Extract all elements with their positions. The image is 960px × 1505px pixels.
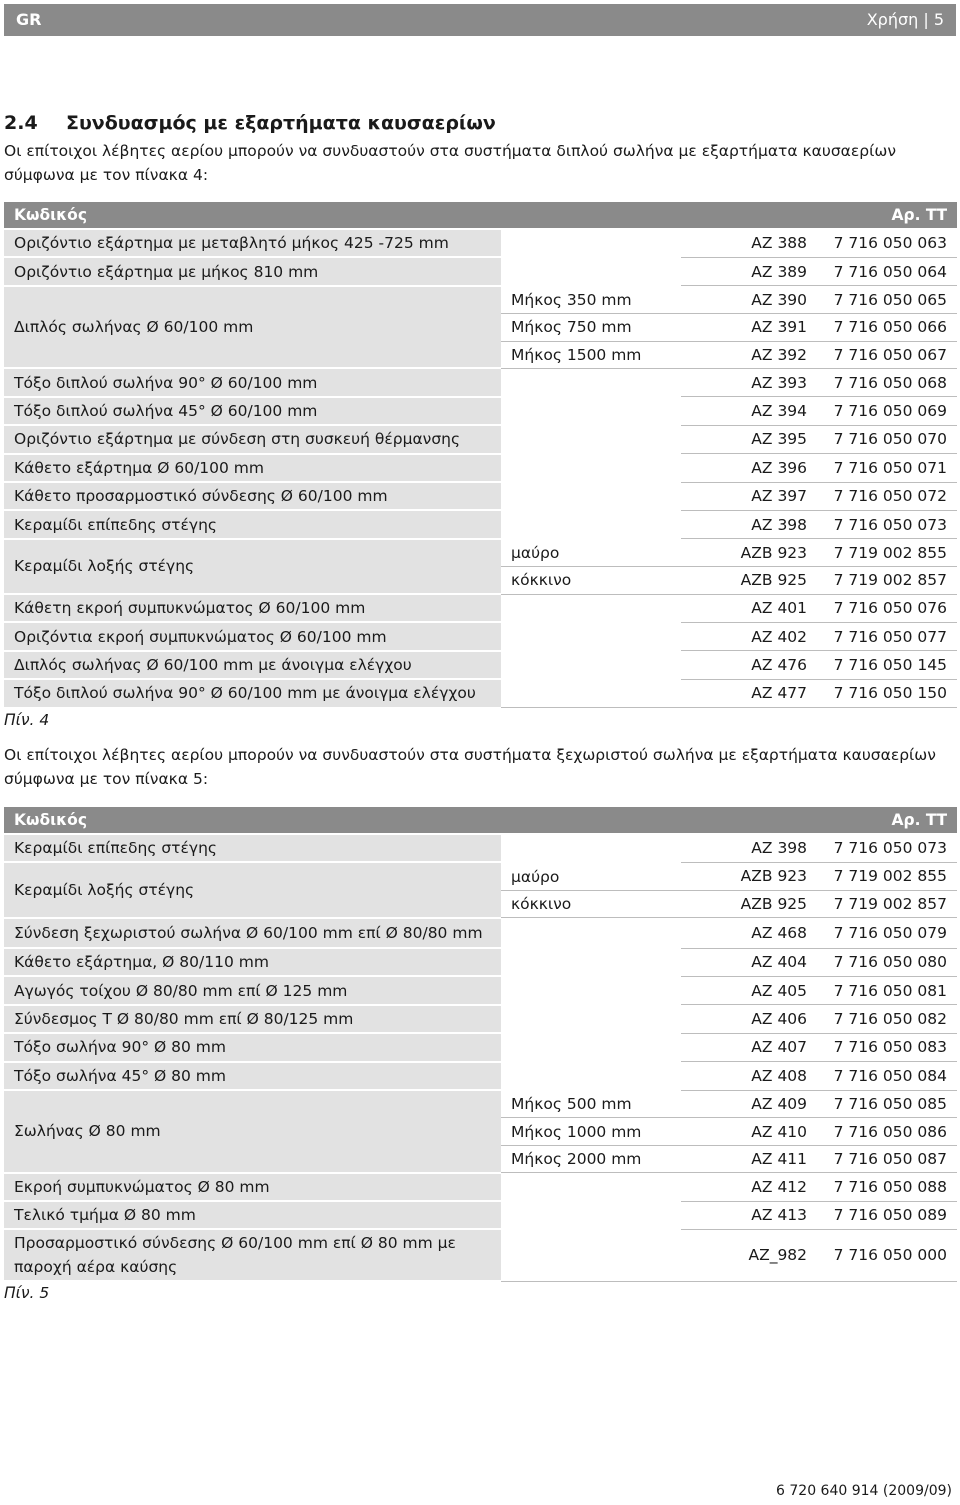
- part-description: Σύνδεση ξεχωριστού σωλήνα Ø 60/100 mm επί Ø 80/80 mm: [4, 918, 501, 948]
- table-5-caption: Πίν. 5: [4, 1284, 50, 1302]
- part-variant: [501, 1173, 681, 1201]
- table-row: [4, 948, 957, 976]
- intro-paragraph-2: [4, 743, 954, 791]
- part-description: Τελικό τμήμα Ø 80 mm: [4, 1201, 501, 1229]
- part-code: AZ 395: [681, 425, 817, 453]
- part-description: Εκροή συμπυκνώματος Ø 80 mm: [4, 1173, 501, 1201]
- part-code: AZ 412: [681, 1173, 817, 1201]
- part-variant: κόκκινο: [501, 567, 681, 594]
- part-description: Οριζόντιο εξάρτημα με σύνδεση στη συσκευή θέρμανσης: [4, 425, 501, 453]
- table-row: [4, 1005, 957, 1033]
- table-row: [4, 454, 957, 482]
- article-number: 7 716 050 086: [817, 1118, 957, 1145]
- article-number: 7 719 002 857: [817, 567, 957, 594]
- part-code: AZ 410: [681, 1118, 817, 1145]
- part-variant: Μήκος 500 mm: [501, 1090, 681, 1118]
- article-number: 7 716 050 077: [817, 622, 957, 650]
- table-row: [4, 1090, 957, 1118]
- article-number: 7 716 050 063: [817, 229, 957, 257]
- article-number: 7 716 050 088: [817, 1173, 957, 1201]
- article-number: 7 716 050 083: [817, 1033, 957, 1061]
- part-description: Κάθετο εξάρτημα Ø 60/100 mm: [4, 454, 501, 482]
- table-row: [4, 834, 957, 862]
- part-code: AZ 391: [681, 314, 817, 341]
- part-variant: κόκκινο: [501, 890, 681, 917]
- part-description: Προσαρμοστικό σύνδεσης Ø 60/100 mm επί Ø 80 mm με παροχή αέρα καύσης: [4, 1229, 501, 1281]
- part-code: AZ 408: [681, 1062, 817, 1090]
- part-variant: Μήκος 2000 mm: [501, 1145, 681, 1172]
- article-number: 7 716 050 065: [817, 286, 957, 314]
- table-row: [4, 539, 957, 567]
- part-variant: [501, 622, 681, 650]
- part-code: AZ 413: [681, 1201, 817, 1229]
- part-code: AZ 476: [681, 651, 817, 679]
- part-description: Οριζόντιο εξάρτημα με μεταβλητό μήκος 425 -725 mm: [4, 229, 501, 257]
- part-variant: μαύρο: [501, 862, 681, 890]
- part-variant: [501, 454, 681, 482]
- table-row: [4, 425, 957, 453]
- section-number: 2.4: [4, 112, 38, 134]
- article-number: 7 716 050 087: [817, 1145, 957, 1172]
- table-row: [4, 257, 957, 285]
- part-description: Τόξο διπλού σωλήνα 90° Ø 60/100 mm με άνοιγμα ελέγχου: [4, 679, 501, 707]
- part-code: AZ 402: [681, 622, 817, 650]
- article-number: 7 716 050 000: [817, 1229, 957, 1281]
- intro-paragraph-2-line-2: σύμφωνα με τον πίνακα 5:: [4, 770, 209, 788]
- column-header-code: Κωδικός: [4, 807, 817, 834]
- article-number: 7 716 050 084: [817, 1062, 957, 1090]
- part-variant: [501, 482, 681, 510]
- part-description: Τόξο διπλού σωλήνα 45° Ø 60/100 mm: [4, 397, 501, 425]
- part-variant: [501, 594, 681, 622]
- intro-paragraph-1-line-1: Οι επίτοιχοι λέβητες αερίου μπορούν να συνδυαστούν στα συστήματα διπλού σωλήνα με εξαρτήματα καυσαερίων: [4, 142, 896, 160]
- article-number: 7 716 050 079: [817, 918, 957, 948]
- column-header-code: Κωδικός: [4, 202, 817, 229]
- part-code: AZ 390: [681, 286, 817, 314]
- part-code: AZ 389: [681, 257, 817, 285]
- part-variant: [501, 397, 681, 425]
- table-row: [4, 229, 957, 257]
- section-title: Συνδυασμός με εξαρτήματα καυσαερίων: [66, 112, 496, 134]
- part-code: AZ 401: [681, 594, 817, 622]
- part-variant: [501, 257, 681, 285]
- part-description: Τόξο σωλήνα 90° Ø 80 mm: [4, 1033, 501, 1061]
- page-indicator: Χρήση | 5: [866, 10, 944, 29]
- part-description: Κάθετο προσαρμοστικό σύνδεσης Ø 60/100 mm: [4, 482, 501, 510]
- language-label: GR: [16, 10, 42, 29]
- table-4-caption: Πίν. 4: [4, 711, 50, 729]
- article-number: 7 716 050 066: [817, 314, 957, 341]
- part-variant: Μήκος 750 mm: [501, 314, 681, 341]
- part-description: Κεραμίδι επίπεδης στέγης: [4, 834, 501, 862]
- table-row: [4, 368, 957, 396]
- part-variant: [501, 1033, 681, 1061]
- flue-accessories-table-5: [4, 807, 957, 1282]
- table-header-row: [4, 202, 957, 229]
- part-code: AZB 923: [681, 539, 817, 567]
- table-header-row: [4, 807, 957, 834]
- table-row: [4, 1062, 957, 1090]
- part-variant: [501, 651, 681, 679]
- article-number: 7 716 050 072: [817, 482, 957, 510]
- column-header-article-number: Αρ. ΤΤ: [817, 807, 957, 834]
- part-description: Διπλός σωλήνας Ø 60/100 mm: [4, 286, 501, 369]
- part-description: Κεραμίδι επίπεδης στέγης: [4, 510, 501, 538]
- part-code: AZ 411: [681, 1145, 817, 1172]
- article-number: 7 716 050 068: [817, 368, 957, 396]
- table-row: [4, 482, 957, 510]
- part-variant: [501, 510, 681, 538]
- part-description: Τόξο σωλήνα 45° Ø 80 mm: [4, 1062, 501, 1090]
- part-description: Κάθετη εκροή συμπυκνώματος Ø 60/100 mm: [4, 594, 501, 622]
- part-variant: [501, 1005, 681, 1033]
- part-description: Σύνδεσμος Τ Ø 80/80 mm επί Ø 80/125 mm: [4, 1005, 501, 1033]
- table-row: [4, 918, 957, 948]
- table-row: [4, 1173, 957, 1201]
- article-number: 7 716 050 067: [817, 341, 957, 368]
- table-row: [4, 1033, 957, 1061]
- part-description: Κεραμίδι λοξής στέγης: [4, 539, 501, 594]
- part-variant: Μήκος 1500 mm: [501, 341, 681, 368]
- article-number: 7 716 050 070: [817, 425, 957, 453]
- table-row: [4, 397, 957, 425]
- part-variant: [501, 1229, 681, 1281]
- part-code: AZ 398: [681, 834, 817, 862]
- article-number: 7 716 050 080: [817, 948, 957, 976]
- article-number: 7 716 050 081: [817, 976, 957, 1004]
- part-code: AZ 388: [681, 229, 817, 257]
- part-code: AZ 406: [681, 1005, 817, 1033]
- article-number: 7 716 050 069: [817, 397, 957, 425]
- part-code: AZ 468: [681, 918, 817, 948]
- table-row: [4, 1201, 957, 1229]
- part-code: AZ 394: [681, 397, 817, 425]
- table-row: [4, 594, 957, 622]
- part-code: AZ 404: [681, 948, 817, 976]
- part-variant: [501, 229, 681, 257]
- table-row: [4, 286, 957, 314]
- article-number: 7 716 050 073: [817, 510, 957, 538]
- part-variant: [501, 834, 681, 862]
- part-code: AZB 925: [681, 567, 817, 594]
- article-number: 7 716 050 085: [817, 1090, 957, 1118]
- intro-paragraph-1-line-2: σύμφωνα με τον πίνακα 4:: [4, 166, 209, 184]
- part-variant: [501, 1062, 681, 1090]
- part-code: AZ 409: [681, 1090, 817, 1118]
- part-description: Σωλήνας Ø 80 mm: [4, 1090, 501, 1173]
- article-number: 7 719 002 855: [817, 862, 957, 890]
- article-number: 7 716 050 089: [817, 1201, 957, 1229]
- part-description: Οριζόντια εκροή συμπυκνώματος Ø 60/100 mm: [4, 622, 501, 650]
- table-row: [4, 510, 957, 538]
- part-variant: μαύρο: [501, 539, 681, 567]
- article-number: 7 716 050 150: [817, 679, 957, 707]
- article-number: 7 716 050 071: [817, 454, 957, 482]
- part-variant: [501, 948, 681, 976]
- article-number: 7 716 050 073: [817, 834, 957, 862]
- part-description: Οριζόντιο εξάρτημα με μήκος 810 mm: [4, 257, 501, 285]
- part-description: Τόξο διπλού σωλήνα 90° Ø 60/100 mm: [4, 368, 501, 396]
- article-number: 7 716 050 064: [817, 257, 957, 285]
- table-row: [4, 622, 957, 650]
- part-code: AZ 397: [681, 482, 817, 510]
- part-code: AZ 405: [681, 976, 817, 1004]
- part-code: AZ 407: [681, 1033, 817, 1061]
- part-code: AZB 923: [681, 862, 817, 890]
- table-row: [4, 1229, 957, 1281]
- part-code: AZ 392: [681, 341, 817, 368]
- part-variant: [501, 425, 681, 453]
- flue-accessories-table-4: [4, 202, 957, 709]
- part-code: AZ 477: [681, 679, 817, 707]
- part-description: Κεραμίδι λοξής στέγης: [4, 862, 501, 917]
- part-code: AZB 925: [681, 890, 817, 917]
- part-code: AZ 393: [681, 368, 817, 396]
- table-row: [4, 651, 957, 679]
- part-variant: Μήκος 350 mm: [501, 286, 681, 314]
- intro-paragraph-1: [4, 139, 954, 187]
- table-row: [4, 976, 957, 1004]
- part-variant: [501, 1201, 681, 1229]
- part-variant: [501, 976, 681, 1004]
- part-variant: [501, 679, 681, 707]
- part-code: AZ_982: [681, 1229, 817, 1281]
- article-number: 7 719 002 855: [817, 539, 957, 567]
- part-description: Αγωγός τοίχου Ø 80/80 mm επί Ø 125 mm: [4, 976, 501, 1004]
- part-code: AZ 398: [681, 510, 817, 538]
- intro-paragraph-2-line-1: Οι επίτοιχοι λέβητες αερίου μπορούν να συνδυαστούν στα συστήματα ξεχωριστού σωλήνα με εξαρτήματα καυσαερίων: [4, 746, 936, 764]
- table-row: [4, 862, 957, 890]
- article-number: 7 716 050 145: [817, 651, 957, 679]
- document-number: 6 720 640 914 (2009/09): [776, 1483, 952, 1499]
- table-row: [4, 679, 957, 707]
- part-description: Κάθετο εξάρτημα, Ø 80/110 mm: [4, 948, 501, 976]
- article-number: 7 716 050 082: [817, 1005, 957, 1033]
- part-variant: [501, 918, 681, 948]
- part-description: Διπλός σωλήνας Ø 60/100 mm με άνοιγμα ελέγχου: [4, 651, 501, 679]
- section-heading: [4, 112, 496, 134]
- article-number: 7 716 050 076: [817, 594, 957, 622]
- part-variant: [501, 368, 681, 396]
- part-variant: Μήκος 1000 mm: [501, 1118, 681, 1145]
- part-code: AZ 396: [681, 454, 817, 482]
- article-number: 7 719 002 857: [817, 890, 957, 917]
- column-header-article-number: Αρ. ΤΤ: [817, 202, 957, 229]
- page-header-bar: [4, 4, 956, 36]
